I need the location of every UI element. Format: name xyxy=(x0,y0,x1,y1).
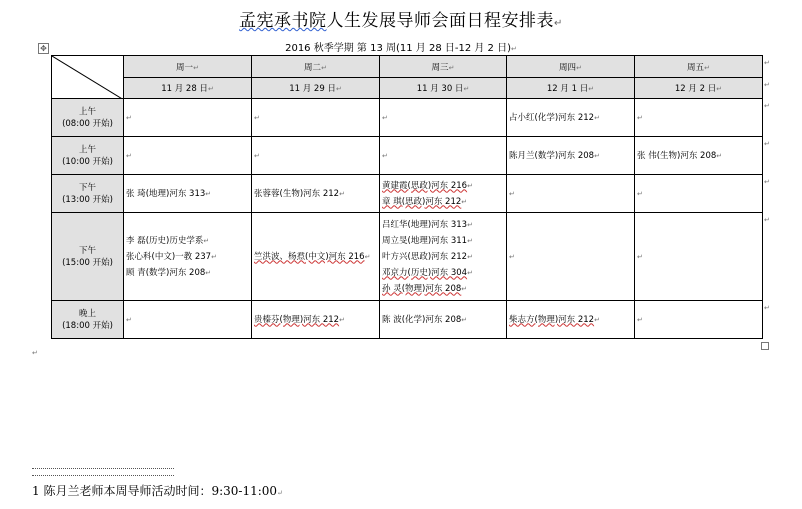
cell-end-mark-icon: ↵ xyxy=(467,268,473,277)
schedule-cell[interactable] xyxy=(252,99,380,137)
date-header xyxy=(124,78,252,99)
schedule-cell[interactable] xyxy=(124,99,252,137)
cell-end-mark-icon: ↵ xyxy=(467,236,473,245)
row-end-mark-icon: ↵ xyxy=(764,216,770,224)
cell-end-mark-icon: ↵ xyxy=(461,315,468,324)
schedule-cell[interactable] xyxy=(507,301,635,339)
schedule-cell[interactable] xyxy=(635,99,763,137)
day-label: 周一 xyxy=(176,62,194,73)
document-title xyxy=(0,6,802,31)
cell-end-mark-icon: ↵ xyxy=(126,151,132,160)
diagonal-line-stroke xyxy=(52,56,124,99)
footnote-text: 1 陈月兰老师本周导师活动时间：9:30-11:00 xyxy=(32,484,278,498)
mentor-entry xyxy=(637,150,760,162)
schedule-cell[interactable] xyxy=(380,137,507,175)
schedule-table-body xyxy=(52,56,763,339)
mentor-entry xyxy=(126,188,249,200)
schedule-cell[interactable] xyxy=(507,213,635,301)
schedule-cell[interactable] xyxy=(380,99,507,137)
cell-end-mark-icon: ↵ xyxy=(461,284,468,293)
cell-end-mark-icon: ↵ xyxy=(461,197,468,206)
date-label: 11 月 28 日 xyxy=(161,84,208,94)
cell-end-mark-icon: ↵ xyxy=(509,189,515,198)
time-slot-cell xyxy=(52,301,124,339)
mentor-entry-text: 占小红(化学)河东 212 xyxy=(509,112,595,123)
cell-end-mark-icon: ↵ xyxy=(704,63,710,72)
time-slot-start: (08:00 开始) xyxy=(62,118,113,129)
schedule-row xyxy=(52,301,763,339)
mentor-entry-text: 孙 灵(物理)河东 208 xyxy=(382,283,462,294)
mentor-entry-text: 邓京力(历史)河东 304 xyxy=(382,267,468,278)
mentor-entry-text: 张 琦(地理)河东 313 xyxy=(126,188,206,199)
cell-end-mark-icon: ↵ xyxy=(594,113,600,122)
cell-end-mark-icon: ↵ xyxy=(467,252,473,261)
mentor-entry-text: 张蓉蓉(生物)河东 212 xyxy=(254,188,340,199)
document-subtitle xyxy=(0,39,802,54)
schedule-cell[interactable] xyxy=(507,137,635,175)
day-label: 周四 xyxy=(559,62,577,73)
day-header xyxy=(124,56,252,78)
schedule-cell[interactable] xyxy=(124,213,252,301)
corner-cell xyxy=(52,56,124,99)
header-row-dates xyxy=(52,78,763,99)
day-header xyxy=(507,56,635,78)
mentor-entry xyxy=(509,150,632,162)
time-slot-cell xyxy=(52,175,124,213)
cell-end-mark-icon: ↵ xyxy=(594,315,600,324)
schedule-row xyxy=(52,213,763,301)
title-prefix: 孟宪承书院 xyxy=(239,11,327,31)
mentor-entry-text: 顾 青(数学)河东 208 xyxy=(126,267,206,278)
cell-end-mark-icon: ↵ xyxy=(594,151,600,160)
mentor-entry-text: 陈月兰(数学)河东 208 xyxy=(509,150,595,161)
day-header xyxy=(252,56,380,78)
schedule-cell[interactable] xyxy=(635,213,763,301)
date-header xyxy=(252,78,380,99)
mentor-entry-text: 贵榛芬(物理)河东 212 xyxy=(254,314,340,325)
schedule-cell[interactable] xyxy=(635,175,763,213)
mentor-entry-text: 张心科(中文)一教 237 xyxy=(126,251,212,262)
paragraph-mark-icon: ↵ xyxy=(32,349,38,357)
mentor-entry xyxy=(126,249,249,265)
mentor-entry-text: 陈 波(化学)河东 208 xyxy=(382,314,462,325)
time-slot-cell xyxy=(52,137,124,175)
cell-end-mark-icon: ↵ xyxy=(126,113,132,122)
table-resize-handle[interactable] xyxy=(761,342,769,350)
schedule-row xyxy=(52,175,763,213)
cell-end-mark-icon: ↵ xyxy=(463,85,470,93)
cell-end-mark-icon: ↵ xyxy=(254,151,260,160)
cell-end-mark-icon: ↵ xyxy=(211,252,217,261)
mentor-entry-text: 黄建霞(思政)河东 216 xyxy=(382,180,468,191)
mentor-entry-text: 李 磊(历史)历史学系 xyxy=(126,235,204,246)
cell-end-mark-icon: ↵ xyxy=(716,151,723,160)
schedule-cell[interactable] xyxy=(252,213,380,301)
cell-end-mark-icon: ↵ xyxy=(339,189,345,198)
mentor-entry xyxy=(382,281,504,297)
cell-end-mark-icon: ↵ xyxy=(716,85,723,93)
cell-end-mark-icon: ↵ xyxy=(467,220,473,229)
cell-end-mark-icon: ↵ xyxy=(339,315,345,324)
day-header xyxy=(635,56,763,78)
cell-end-mark-icon: ↵ xyxy=(448,63,455,72)
paragraph-mark-icon: ↵ xyxy=(511,45,517,53)
mentor-entry xyxy=(382,233,504,249)
mentor-entry xyxy=(509,112,632,124)
mentor-entry-text: 张 伟(生物)河东 208 xyxy=(637,150,717,161)
cell-end-mark-icon: ↵ xyxy=(126,315,132,324)
schedule-cell[interactable] xyxy=(380,301,507,339)
title-rest: 人生发展导师会面日程安排表 xyxy=(326,11,555,31)
table-move-handle-icon[interactable]: ✥ xyxy=(38,43,49,54)
schedule-cell[interactable] xyxy=(124,137,252,175)
cell-end-mark-icon: ↵ xyxy=(637,252,643,261)
mentor-entry xyxy=(509,314,632,326)
schedule-cell[interactable] xyxy=(252,301,380,339)
cell-end-mark-icon: ↵ xyxy=(576,63,582,72)
schedule-cell[interactable] xyxy=(635,137,763,175)
cell-end-mark-icon: ↵ xyxy=(193,63,199,72)
mentor-entry xyxy=(382,314,504,326)
mentor-entry-text: 吕红华(地理)河东 313 xyxy=(382,219,468,230)
day-label: 周二 xyxy=(304,62,322,73)
time-slot-start: (10:00 开始) xyxy=(62,156,113,167)
mentor-entry xyxy=(254,188,377,200)
schedule-row xyxy=(52,137,763,175)
mentor-entry-text: 周立旻(地理)河东 311 xyxy=(382,235,468,246)
schedule-cell[interactable] xyxy=(252,175,380,213)
date-label: 12 月 2 日 xyxy=(674,84,717,94)
day-label: 周五 xyxy=(687,62,705,73)
diagonal-line xyxy=(52,56,124,99)
schedule-cell[interactable] xyxy=(635,301,763,339)
cell-end-mark-icon: ↵ xyxy=(254,113,260,122)
time-slot-period: 下午 xyxy=(78,182,96,193)
cell-end-mark-icon: ↵ xyxy=(205,189,212,198)
subtitle-text: 2016 秋季学期 第 13 周(11 月 28 日-12 月 2 日) xyxy=(285,43,512,54)
cell-end-mark-icon: ↵ xyxy=(588,85,595,93)
mentor-entry xyxy=(382,217,504,233)
time-slot-period: 下午 xyxy=(78,245,96,256)
row-end-mark-icon: ↵ xyxy=(764,81,770,89)
cell-end-mark-icon: ↵ xyxy=(203,236,210,245)
day-header xyxy=(380,56,507,78)
schedule-cell[interactable] xyxy=(507,175,635,213)
time-slot-cell xyxy=(52,99,124,137)
cell-end-mark-icon: ↵ xyxy=(335,85,342,93)
schedule-cell[interactable] xyxy=(380,175,507,213)
time-slot-start: (13:00 开始) xyxy=(62,194,113,205)
time-slot-start: (18:00 开始) xyxy=(62,320,113,331)
schedule-cell[interactable] xyxy=(124,301,252,339)
cell-end-mark-icon: ↵ xyxy=(207,85,214,93)
row-end-mark-icon: ↵ xyxy=(764,140,770,148)
mentor-entry xyxy=(254,251,377,263)
paragraph-mark-icon: ↵ xyxy=(554,18,563,29)
paragraph-mark-icon: ↵ xyxy=(277,489,283,497)
cell-end-mark-icon: ↵ xyxy=(382,151,388,160)
schedule-cell[interactable] xyxy=(507,99,635,137)
cell-end-mark-icon: ↵ xyxy=(205,268,212,277)
footnote-separator xyxy=(32,468,174,476)
mentor-entry-text: 章 琪(思政)河东 212 xyxy=(382,196,462,207)
mentor-entry xyxy=(382,265,504,281)
date-label: 11 月 30 日 xyxy=(416,84,464,94)
time-slot-period: 上午 xyxy=(78,106,96,117)
row-end-mark-icon: ↵ xyxy=(764,304,770,312)
day-label: 周三 xyxy=(431,62,449,73)
mentor-entry xyxy=(126,233,249,249)
footnote xyxy=(32,482,283,499)
date-label: 11 月 29 日 xyxy=(289,84,336,94)
row-end-mark-icon: ↵ xyxy=(764,178,770,186)
date-header xyxy=(380,78,507,99)
time-slot-cell xyxy=(52,213,124,301)
time-slot-start: (15:00 开始) xyxy=(62,257,113,268)
cell-end-mark-icon: ↵ xyxy=(637,189,643,198)
mentor-entry-text: 竺洪波、杨焄(中文)河东 216 xyxy=(254,251,365,262)
cell-end-mark-icon: ↵ xyxy=(321,63,327,72)
cell-end-mark-icon: ↵ xyxy=(509,252,515,261)
mentor-entry xyxy=(254,314,377,326)
mentor-entry-text: 叶方兴(思政)河东 212 xyxy=(382,251,468,262)
schedule-cell[interactable] xyxy=(124,175,252,213)
schedule-cell[interactable] xyxy=(252,137,380,175)
row-end-mark-icon: ↵ xyxy=(764,102,770,110)
mentor-entry-text: 柴志方(物理)河东 212 xyxy=(509,314,595,325)
cell-end-mark-icon: ↵ xyxy=(467,181,473,190)
time-slot-period: 上午 xyxy=(78,144,96,155)
mentor-entry xyxy=(382,249,504,265)
cell-end-mark-icon: ↵ xyxy=(637,113,643,122)
mentor-entry xyxy=(126,265,249,281)
header-row-days xyxy=(52,56,763,78)
schedule-table xyxy=(51,55,763,339)
date-header xyxy=(507,78,635,99)
mentor-entry xyxy=(382,194,504,210)
row-end-mark-icon: ↵ xyxy=(764,59,770,67)
schedule-cell[interactable] xyxy=(380,213,507,301)
cell-end-mark-icon: ↵ xyxy=(382,113,388,122)
time-slot-period: 晚上 xyxy=(78,308,96,319)
cell-end-mark-icon: ↵ xyxy=(364,252,371,261)
schedule-row xyxy=(52,99,763,137)
cell-end-mark-icon: ↵ xyxy=(637,315,643,324)
date-header xyxy=(635,78,763,99)
date-label: 12 月 1 日 xyxy=(546,84,589,94)
mentor-entry xyxy=(382,178,504,194)
